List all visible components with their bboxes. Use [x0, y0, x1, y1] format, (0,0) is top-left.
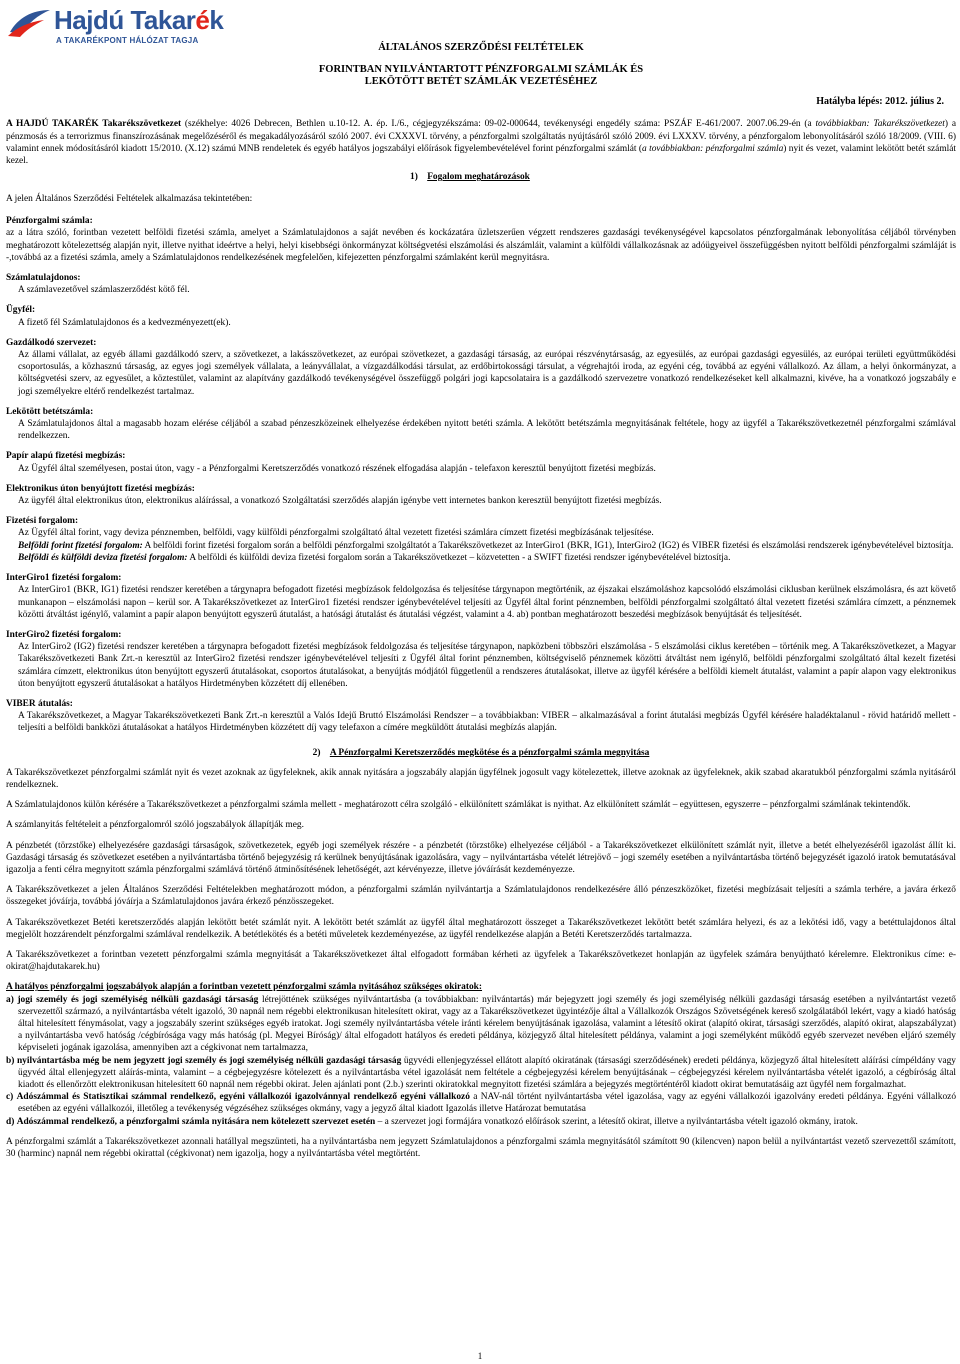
- page-number: 1: [477, 1351, 483, 1361]
- term-text: Az InterGiro1 (BKR, IG1) fizetési rendszer keretében a tárgynapra befogadott fizetési megbízások feldolgozása és teljesítése tárgynapon megtörténik, az éjszakai elszámoláshoz kapcsolódó elszámolási ciklusban kerülnek elszámolásra, és azt követő munkanapon – elszámolási napon – kerül sor. A Takarékszövetkezet az InterGiro1 fizetési rendszer igénybevételével teljesíti az Ügyfél által forint pénznemben, belföldi pénzforgalmi szolgáltató által vezetett fizetési számlára címzett, a pénznemek közötti átváltást igénylő, valamint a papír alapon benyújtott egyszerű átutalást, a hatósági átutalást és átutalási végzést, valamint a 4. ab) pontban meghatározott beszedési megbízások benyújtását és teljesítését.: [18, 585, 956, 620]
- section-1-heading: 1) Fogalom meghatározások: [410, 172, 530, 183]
- term-title: Számlatulajdonos:: [6, 273, 81, 284]
- section-2-paragraph: A pénzforgalmi számlát a Takarékszövetkezet azonnali hatállyal megszünteti, ha a nyilvántartásba nem jegyzett Számlatulajdonos a pénzforgalmi számla megnyitásától számított 90 (kilencven) napon belül a nyilvántartást vezető szervezettől számított, 30 (harminc) napnál nem régebbi okirattal (cégkivonat) nem igazolja, hogy a nyilvántartásba vétel megtörtént.: [6, 1136, 956, 1160]
- term-list: [6, 215, 956, 734]
- term-item: [6, 272, 956, 296]
- term-title: InterGiro1 fizetési forgalom:: [6, 573, 122, 584]
- list-item: b) nyilvántartásba még be nem jegyzett jogi személy és jogi személyiség nélküli gazdasági társaság ügyvédi ellenjegyzéssel ellátott alapító okiratának (társasági szerződésének) eredeti példánya, közjegyző által hitelesített aláírási címpéldány vagy ügyvéd által ellenjegyzett aláírás-minta, valamint – a cégbejegyzésre kötelezett és a nyilvántartásba vétel igazolását nem feltétele a cégbejegyzési kérelem benyújtásának – cégbejegyzési kérelem nyilvántartásba vételét igazoló, a cégbíróság által kiadott és ellenőrzött elektronikusan hitelesített 60 napnál nem régebbi okirat. Jelen ajánlati pont (2.b.) szerinti okiratokkal megnyitott fizetési számlára a bejegyzés megtörténtéről kiadott okirat bemutatásáig azt ügyfél nem forgalmazhat.: [6, 1055, 956, 1090]
- section-2-paragraph: A Takarékszövetkezet Betéti keretszerződés alapján lekötött betét számlát nyit. A lekötött betét számlát az ügyfél által meghatározott összeget a Takarékszövetkezet lekötött betét számlára helyezi, és az a lekötési idő, vagy a betéttulajdonos által megjelölt hozzárendelt pénzforgalmi számlával rendelkezik. A betétlekötés és a betéti műveletek kezdeményezése, az ügyfél rendelkezése alapján a Betéti Keretszerződés tartalmazza.: [6, 917, 956, 940]
- term-text: Az InterGiro2 (IG2) fizetési rendszer keretében a tárgynapra befogadott fizetési megbízások feldolgozása és teljesítése tárgynapon, napközbeni többszöri elszámolása - 5 elszámolási ciklus keretében – történik meg. A Takarékszövetkezet, a Magyar Takarékszövetkezeti Bank Zrt.-n keresztül az InterGiro2 fizetési rendszer igénybevételével teljesíti z Ügyfél által forint pénznemben, költségviselő pénznemek közötti átváltást nem igénylő, belföldi pénzforgalmi szolgáltató által kezelt fizetési számlára címzett, elektronikus úton benyújtott egyszerű átutalásokat, csoportos átutalásokat, a benyújtás módjától függetlenül a rendszeres átutalásokat, illetve az ügyfél kérésére a belföldi kiemelt átutalást, valamint a papír alapon vagy elektronikus úton benyújtott egyszerű átutalásokat a hatályos Hirdetményben közzétett díj ellenében.: [18, 642, 956, 689]
- doc-title: ÁLTALÁNOS SZERZŐDÉSI FELTÉTELEK: [378, 42, 584, 53]
- term-text: Az állami vállalat, az egyéb állami gazdálkodó szerv, a szövetkezet, a lakásszövetkezet, az európai szövetkezet, a gazdasági társaság, az európai részvénytársaság, az egyesülés, az európai gazdasági egyesülés, az európai területi együttműködési csoportosulás, a közhasznú társaság, az egyes jogi személyek vállalata, a leányvállalat, a vízgazdálkodási társulat, az erdőbirtokossági társulat, a végrehajtói iroda, az egyéni cég, továbbá az egyéni vállalkozó. Az állam, a helyi önkormányzat, a költségvetési szerv, az egyesület, a köztestület, valamint az alapítvány gazdálkodó tevékenységével összefüggő polgári jogi kapcsolataira is a gazdálkodó szervezetre vonatkozó rendelkezéseket kell alkalmazni, kivéve, ha a vonatkozó jogszabály e jogi személyekre eltérő rendelkezést tartalmaz.: [18, 350, 956, 397]
- term-title: Pénzforgalmi számla:: [6, 216, 93, 227]
- section-1-lead: A jelen Általános Szerződési Feltételek alkalmazása tekintetében:: [6, 194, 253, 205]
- term-title: Lekötött betétszámla:: [6, 406, 94, 417]
- intro-paragraph: A HAJDÚ TAKARÉK Takarékszövetkezet (székhelye: 4026 Debrecen, Bethlen u.10-12. A. ép. I./6., cégjegyzékszáma: 09-02-000644, tevékenységi engedély száma: PSZÁF E-461/2007. 2007.06.29-én (a továbbiakban: Takarékszövetkezet) a pénzmosás és a terrorizmus finanszírozásának megelőzéséről és megakadályozásáról szóló 2007. évi CXXXVI. törvény, a pénzforgalmi szolgáltatás nyújtásáról szóló 2009. évi LXXXV. törvény, a pénzforgalom lebonyolításáról szóló 18/2009. (VIII. 6) valamint ennek módosításáról kiadott 15/2010. (X.12) számú MNB rendeletek és egyéb hatályos jogszabályi előírások figyelembevételével forint pénzforgalmi számlát (a továbbiakban: pénzforgalmi számla) nyit és vezet, valamint lekötött betét számlát kezel.: [6, 119, 956, 167]
- doc-subtitle-1: FORINTBAN NYILVÁNTARTOTT PÉNZFORGALMI SZÁMLÁK ÉS: [318, 64, 644, 76]
- term-text: A Számlatulajdonos által a magasabb hozam elérése céljából a szabad pénzeszközeinek elhelyezése érdekében nyitott betéti számla. A lekötött betétszámla megnyitásának feltétele, hogy az ügyfél a Takarékszövetkezetnél pénzforgalmi számlával rendelkezzen.: [18, 419, 956, 442]
- term-text: az a látra szóló, forintban vezetett belföldi fizetési számla, amelyet a Számlatulajdonos a saját nevében és kockázatára üzletszerűen végzett rendszeres gazdasági tevékenységével kapcsolatos pénzforgalmának lebonyolítása céljából törvényben meghatározott kötelezettség alapján nyit, illetve nyithat ideértve a helyi, helyi kisebbségi önkormányzat költségvetési elszámolási és alszámláit, valamint a külföldi vállalkozásnak az adóügyeivel összefüggésben nyitott belföldi pénzforgalmi számláját is -,továbbá az a fizetési számla, amely a Számlatulajdonos rendelkezésének megfelelően, kifejezetten pénzforgalmi számlaként kerül megnyitásra.: [6, 228, 956, 263]
- term-item: [6, 337, 956, 398]
- term-item: [6, 406, 956, 443]
- term-item: [6, 450, 956, 474]
- term-title: VIBER átutalás:: [6, 698, 73, 709]
- section-2-heading: 2) A Pénzforgalmi Keretszerződés megkötése és a pénzforgalmi számla megnyitása: [312, 747, 650, 758]
- section-2-paragraph: A Takarékszövetkezet pénzforgalmi számlát nyit és vezet azoknak az ügyfeleknek, akik annak nyitására a jogszabály alapján ügyfélnek jogosult vagy kötelezettek, illetve azoknak az ügyfeleknek, akik szabad akaratukból pénzforgalmi számla nyitásáról rendelkeznek.: [6, 767, 956, 790]
- term-title: Gazdálkodó szervezet:: [6, 337, 97, 348]
- term-item: [6, 698, 956, 735]
- list-item: a) jogi személy és jogi személyiség nélküli gazdasági társaság létrejöttének szükséges nyilvántartásba (a továbbiakban: nyilvántartás) már bejegyzett jogi személy és jogi személyiség nélküli gazdasági társaság esetében a nyilvántartást vezető szervezettől származó, a nyilvántartásba vételt igazoló, 30 napnál nem régebbi elektronikusan hitelesített okirat, vagy az a Takarékszövetkezet ügyintézője által a Vállalkozók Országos Szövetségének kereső szolgálatából lekért, vagy a kiadó hatóság által hitelesített fénymásolat, vagy a jogszabály szerint szükséges egyéb iratokat. Jogi személy nyilvántartásba vétele iránti kérelem benyújtásának igazolása, valamint a létesítő okirat (alapító okirat, társasági szerződés, alapító okirat, alapszabályzat) a nyilvántartásba vevő hatóság /cégbírósága vagy más hatóság (pl. Megyei Bíróság)/ által elfogadott hatályos és eredeti példánya, közjegyző által hitelesített példánya, valamint a jogi személyként működő egyéb szervezet nevében eljáró személy képviseleti jogának igazolása, amennyiben azt a cégkivonat nem tartalmazza,: [6, 994, 956, 1054]
- logo-mark-icon: [6, 6, 52, 38]
- term-title: Papír alapú fizetési megbízás:: [6, 451, 126, 462]
- term-item: [6, 304, 956, 328]
- term-text: A fizető fél Számlatulajdonos és a kedvezményezett(ek).: [18, 317, 231, 328]
- logo-wordmark: Hajdú Takarék: [54, 5, 224, 35]
- section-2-paragraph: A számlanyitás feltételeit a pénzforgalomról szóló jogszabályok állapítják meg.: [6, 820, 304, 831]
- list-item: d) Adószámmal rendelkező, a pénzforgalmi számla nyitására nem kötelezett szervezet esetén – a szervezet jogi formájára vonatkozó előírások szerint, a létesítő okirat, illetve a nyilvántartásba vételt igazoló okmány, iratok.: [6, 1116, 858, 1127]
- term-title: Fizetési forgalom:: [6, 516, 79, 527]
- term-item: [6, 515, 956, 564]
- section-1-header: [6, 171, 956, 207]
- term-title: Ügyfél:: [6, 305, 36, 316]
- section-2-paragraph: A Takarékszövetkezet a jelen Általános Szerződési Feltételekben meghatározott módon, a pénzforgalmi számlán nyilvántartja a Számlatulajdonos rendelkezésére álló pénzeszközöket, fizetési megbízásait teljesíti a számla terhére, a javára érkező összegeket jóváírja, továbbá jóváírja a Számlatulajdonos javára érkező pénzösszegeket.: [6, 885, 956, 908]
- logo-tagline: A TAKARÉKPONT HÁLÓZAT TAGJA: [56, 36, 199, 45]
- required-documents-heading: A hatályos pénzforgalmi jogszabályok alapján a forintban vezetett pénzforgalmi számla nyitásához szükséges okiratok:: [6, 982, 483, 993]
- term-subtext: Belföldi és külföldi deviza fizetési forgalom: A belföldi és külföldi deviza fizetési forgalom során a Takarékszövetkezet – közvetetten - a SWIFT fizetési rendszer igénybevételével biztosítja.: [18, 552, 731, 563]
- term-subtext: Belföldi forint fizetési forgalom: A belföldi forint fizetési forgalom során a belföldi pénzforgalmi szolgáltatót a Takarékszövetkezet az InterGiro1 (BKR, IG1), InterGiro2 (IG2) és VIBER fizetési és elszámolási rendszerek igénybevételével biztosítja.: [18, 540, 954, 551]
- term-text: Az Ügyfél által forint, vagy deviza pénznemben, belföldi, vagy külföldi pénzforgalmi szolgáltató által vezetett fizetési számlára címzett fizetési megbízásának teljesítése.: [18, 528, 654, 539]
- term-text: Az ügyfél által elektronikus úton, elektronikus aláírással, a vonatkozó Szolgáltatási szerződés alapján igénybe vett internetes bankon keresztül benyújtott fizetési megbízás.: [18, 496, 662, 507]
- section-2-paragraph: A pénzbetét (törzstőke) elhelyezésére gazdasági társaságok, szövetkezetek, egyéb jogi személyek részére - a pénzbetét (törzstőke) elhelyezése céljából - a Takarékszövetkezet elkülönített számlát nyit, illetve a betét elhelyezéséről igazolást állít ki. Gazdasági társaság és szövetkezet esetében a nyilvántartásba történő bejegyzésig rá kerülnek benyújtásának igazolására, vagy – nyilvántartásba vételét létrejövő – jogi személy esetében a nyilvántartásba történő bejegyzését igazoló iratok bemutatásával igazolja a fenti célra megnyitott számla pénzforgalmi számlává történő átminősítésének lehetőségét, azt kérvényezze, illetve jóváírását kezdeményezze.: [6, 840, 956, 875]
- effective-date: Hatályba lépés: 2012. július 2.: [816, 96, 944, 108]
- list-item: c) Adószámmal és Statisztikai számmal rendelkező, egyéni vállalkozói igazolvánnyal rendelkező egyéni vállalkozó a NAV-nál történt nyilvántartásba vétel igazolása, vagy az egyéni vállalkozói igazolvány eredeti példánya. Egyéni vállalkozó esetében az egyéni vállalkozói, illetőleg a tevékenység végzéséhez szükséges okmány, vagy a jegyző által kiadott Igazolás illetve Határozat bemutatása: [6, 1092, 957, 1115]
- term-title: InterGiro2 fizetési forgalom:: [6, 629, 122, 640]
- required-documents-list: [6, 994, 956, 1128]
- doc-subtitle-2: LEKÖTÖTT BETÉT SZÁMLÁK VEZETÉSÉHEZ: [364, 76, 598, 88]
- section-2-paragraph: A Takarékszövetkezet a forintban vezetett pénzforgalmi számla megnyitását a Takarékszövetkezet által elfogadott formában kérheti az ügyfelek a Takarékszövetkezet honlapján az ügyfelek számára benyújtható kérelemre. Elektronikus címe: e-okirat@hajdutakarek.hu): [6, 949, 956, 973]
- section-2-paragraph: A Számlatulajdonos külön kérésére a Takarékszövetkezet a pénzforgalmi számla mellett - meghatározott célra szolgáló - elkülönített számlákat is nyithat. Az elkülönített számlát – együttesen, egyszerre – pénzforgalmi számlának tekintendők.: [6, 800, 911, 811]
- term-text: A számlavezetővel számlaszerződést kötő fél.: [18, 285, 190, 296]
- document-body: [6, 40, 956, 1160]
- term-item: [6, 215, 956, 264]
- term-text: A Takarékszövetkezet, a Magyar Takarékszövetkezeti Bank Zrt.-n keresztül a Valós Idejű Bruttó Elszámolási Rendszer – a továbbiakban: VIBER – alkalmazásával a forint átutalási megbízás Ügyfél kérésére haladéktalanul - rövid határidő mellett - teljesíti a belföldi bankközi átutalásokat a hatályos Hirdetményben közzétett díj vagy telefaxon a címére megküldött átutalási megbízás alapján.: [18, 711, 956, 734]
- term-item: [6, 629, 956, 690]
- term-item: [6, 483, 956, 507]
- term-item: [6, 572, 956, 621]
- term-title: Elektronikus úton benyújtott fizetési megbízás:: [6, 483, 195, 494]
- term-text: Az Ügyfél által személyesen, postai úton, vagy - a Pénzforgalmi Keretszerződés vonatkozó részének elfogadása alapján - telefaxon keresztül benyújtott fizetési megbízás.: [18, 463, 656, 474]
